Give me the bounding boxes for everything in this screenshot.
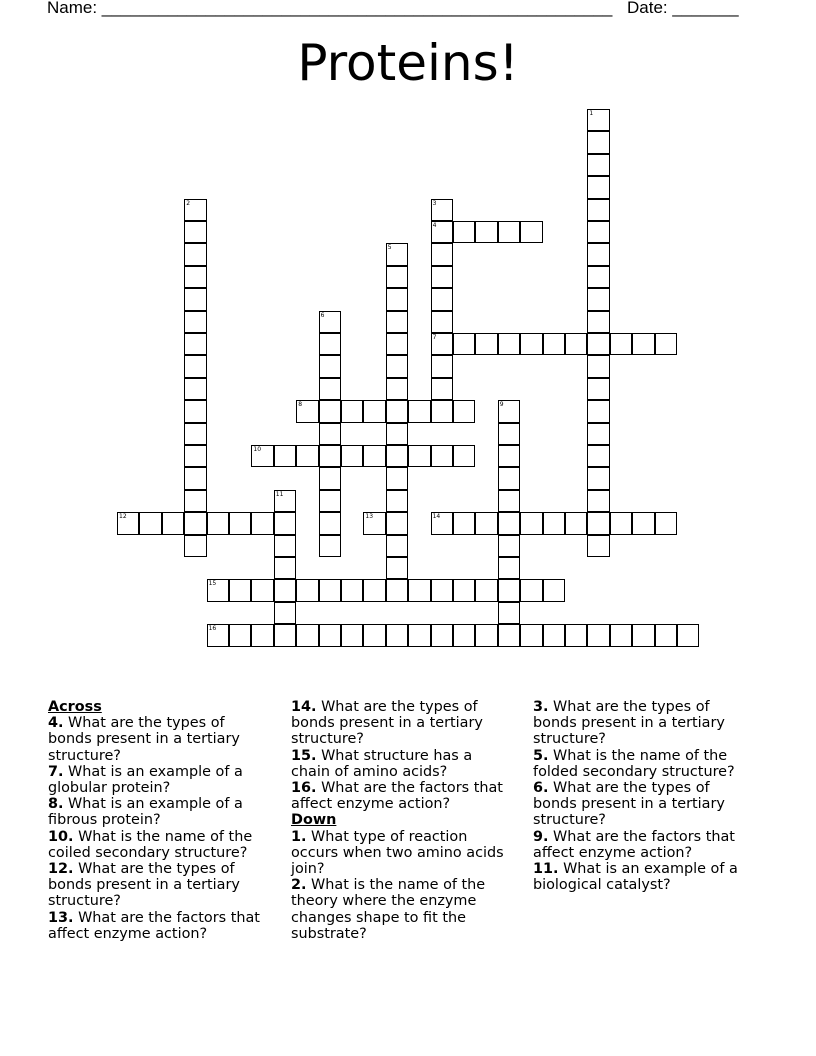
- cell-number: 15: [208, 580, 217, 588]
- crossword-cell[interactable]: [319, 423, 341, 445]
- crossword-cell[interactable]: [319, 467, 341, 489]
- crossword-cell[interactable]: [319, 579, 341, 601]
- crossword-cell[interactable]: [363, 400, 385, 422]
- crossword-cell[interactable]: [587, 266, 609, 288]
- clue-text: What are the factors that affect enzyme action?: [291, 780, 503, 813]
- crossword-cell[interactable]: [408, 624, 430, 646]
- clue-number: 1.: [291, 828, 307, 845]
- crossword-cell[interactable]: [520, 221, 542, 243]
- crossword-cell[interactable]: [251, 445, 273, 467]
- clue-item: [533, 780, 755, 829]
- crossword-cell[interactable]: [655, 333, 677, 355]
- crossword-cell[interactable]: [184, 512, 206, 534]
- crossword-cell[interactable]: [229, 624, 251, 646]
- crossword-cell[interactable]: [341, 400, 363, 422]
- clue-item: [48, 764, 270, 796]
- crossword-cell[interactable]: [386, 311, 408, 333]
- crossword-cell[interactable]: [587, 333, 609, 355]
- cell-number: 13: [365, 513, 374, 521]
- crossword-cell[interactable]: [610, 333, 632, 355]
- crossword-cell[interactable]: [184, 445, 206, 467]
- crossword-cell[interactable]: [319, 400, 341, 422]
- clue-item: [533, 861, 755, 893]
- crossword-cell[interactable]: [431, 311, 453, 333]
- crossword-cell[interactable]: [386, 557, 408, 579]
- crossword-cell[interactable]: [207, 512, 229, 534]
- crossword-cell[interactable]: [498, 624, 520, 646]
- crossword-cell[interactable]: [386, 333, 408, 355]
- crossword-cell[interactable]: [363, 445, 385, 467]
- crossword-cell[interactable]: [274, 624, 296, 646]
- crossword-cell[interactable]: [386, 378, 408, 400]
- crossword-cell[interactable]: [319, 333, 341, 355]
- crossword-cell[interactable]: [386, 400, 408, 422]
- cell-number: 12: [119, 513, 127, 521]
- cell-number: 4: [432, 222, 437, 229]
- crossword-cell[interactable]: [117, 512, 139, 534]
- crossword-cell[interactable]: [453, 579, 475, 601]
- crossword-cell[interactable]: [587, 378, 609, 400]
- crossword-cell[interactable]: [408, 445, 430, 467]
- crossword-cell[interactable]: [431, 579, 453, 601]
- clue-text: What are the types of bonds present in a tertiary structure?: [291, 699, 483, 748]
- crossword-cell[interactable]: [587, 154, 609, 176]
- crossword-cell[interactable]: [587, 624, 609, 646]
- crossword-cell[interactable]: [498, 445, 520, 467]
- crossword-cell[interactable]: [319, 311, 341, 333]
- crossword-cell[interactable]: [319, 490, 341, 512]
- crossword-cell[interactable]: [587, 199, 609, 221]
- crossword-cell[interactable]: [431, 445, 453, 467]
- crossword-cell[interactable]: [587, 243, 609, 265]
- down-clue-list-continued: [533, 699, 755, 893]
- crossword-cell[interactable]: [184, 467, 206, 489]
- crossword-cell[interactable]: [498, 557, 520, 579]
- crossword-cell[interactable]: [319, 355, 341, 377]
- crossword-cell[interactable]: [565, 333, 587, 355]
- crossword-cell[interactable]: [139, 512, 161, 534]
- clue-number: 14.: [291, 699, 317, 715]
- crossword-cell[interactable]: [431, 624, 453, 646]
- crossword-cell[interactable]: [632, 624, 654, 646]
- crossword-cell[interactable]: [184, 333, 206, 355]
- crossword-cell[interactable]: [632, 512, 654, 534]
- crossword-cell[interactable]: [341, 445, 363, 467]
- clue-number: 4.: [48, 715, 64, 732]
- cell-number: 3: [432, 199, 437, 207]
- crossword-cell[interactable]: [319, 378, 341, 400]
- crossword-cell[interactable]: [587, 467, 609, 489]
- cell-number: 6: [320, 311, 325, 319]
- clue-number: 16.: [291, 780, 317, 797]
- name-field-label: Name: ______________________________________________________: [47, 0, 613, 17]
- cell-number: 11: [275, 490, 284, 498]
- crossword-cell[interactable]: [587, 490, 609, 512]
- clue-item: [291, 699, 513, 748]
- clue-item: [533, 829, 755, 861]
- crossword-cell[interactable]: [543, 333, 565, 355]
- crossword-cell[interactable]: [431, 199, 453, 221]
- crossword-cell[interactable]: [184, 535, 206, 557]
- down-heading: Down: [291, 812, 337, 829]
- crossword-cell[interactable]: [386, 423, 408, 445]
- clue-item: [533, 748, 755, 780]
- crossword-cell[interactable]: [453, 400, 475, 422]
- crossword-cell[interactable]: [587, 176, 609, 198]
- clue-text: What type of reaction occurs when two amino acids join?: [291, 828, 504, 878]
- crossword-cell[interactable]: [229, 512, 251, 534]
- crossword-cell[interactable]: [587, 512, 609, 534]
- crossword-cell[interactable]: [587, 109, 609, 131]
- crossword-cell[interactable]: [677, 624, 699, 646]
- clues-column-3: [533, 699, 755, 893]
- crossword-cell[interactable]: [363, 512, 385, 534]
- cell-number: 5: [387, 244, 392, 252]
- crossword-cell[interactable]: [319, 445, 341, 467]
- crossword-cell[interactable]: [498, 535, 520, 557]
- cell-number: 14: [432, 513, 441, 521]
- clue-item: [48, 715, 270, 764]
- clue-number: 5.: [533, 747, 549, 764]
- crossword-cell[interactable]: [184, 221, 206, 243]
- crossword-cell[interactable]: [363, 624, 385, 646]
- crossword-cell[interactable]: [498, 467, 520, 489]
- clue-text: What are the types of bonds present in a tertiary structure?: [48, 715, 240, 764]
- page-title: Proteins!: [297, 34, 519, 92]
- crossword-cell[interactable]: [386, 288, 408, 310]
- clue-text: What is an example of a fibrous protein?: [48, 796, 243, 829]
- crossword-cell[interactable]: [587, 288, 609, 310]
- clue-item: [291, 780, 513, 812]
- cell-number: 16: [208, 625, 217, 633]
- date-field-label: Date: _______: [627, 0, 739, 17]
- crossword-cell[interactable]: [274, 602, 296, 624]
- crossword-cell[interactable]: [386, 355, 408, 377]
- crossword-cell[interactable]: [408, 579, 430, 601]
- crossword-cell[interactable]: [184, 423, 206, 445]
- crossword-cell[interactable]: [587, 445, 609, 467]
- clue-text: What are the types of bonds present in a tertiary structure?: [533, 699, 725, 748]
- crossword-cell[interactable]: [543, 512, 565, 534]
- crossword-cell[interactable]: [184, 378, 206, 400]
- crossword-cell[interactable]: [184, 288, 206, 310]
- crossword-cell[interactable]: [453, 512, 475, 534]
- clue-number: 6.: [533, 780, 549, 797]
- crossword-cell[interactable]: [251, 579, 273, 601]
- clue-text: What are the factors that affect enzyme action?: [533, 828, 735, 861]
- crossword-cell[interactable]: [319, 512, 341, 534]
- crossword-cell[interactable]: [274, 490, 296, 512]
- crossword-cell[interactable]: [655, 512, 677, 534]
- clue-number: 2.: [291, 877, 307, 894]
- crossword-cell[interactable]: [431, 288, 453, 310]
- crossword-cell[interactable]: [453, 333, 475, 355]
- clue-item: [48, 829, 270, 861]
- crossword-cell[interactable]: [543, 624, 565, 646]
- clue-number: 7.: [48, 763, 64, 780]
- crossword-cell[interactable]: [184, 400, 206, 422]
- crossword-cell[interactable]: [207, 624, 229, 646]
- crossword-cell[interactable]: [565, 624, 587, 646]
- clue-number: 3.: [533, 699, 549, 715]
- clue-text: What are the types of bonds present in a tertiary structure?: [533, 780, 725, 829]
- clue-number: 11.: [533, 861, 559, 878]
- crossword-cell[interactable]: [408, 400, 430, 422]
- crossword-cell[interactable]: [431, 243, 453, 265]
- crossword-cell[interactable]: [386, 467, 408, 489]
- clue-item: [291, 748, 513, 780]
- crossword-cell[interactable]: [431, 266, 453, 288]
- crossword-cell[interactable]: [498, 221, 520, 243]
- crossword-cell[interactable]: [431, 378, 453, 400]
- crossword-cell[interactable]: [184, 311, 206, 333]
- crossword-cell[interactable]: [274, 512, 296, 534]
- crossword-cell[interactable]: [520, 579, 542, 601]
- clue-text: What are the factors that affect enzyme action?: [48, 909, 260, 942]
- clue-text: What structure has a chain of amino acids?: [291, 747, 473, 780]
- crossword-cell[interactable]: [498, 423, 520, 445]
- crossword-cell[interactable]: [610, 512, 632, 534]
- crossword-cell[interactable]: [184, 243, 206, 265]
- crossword-cell[interactable]: [363, 579, 385, 601]
- crossword-cell[interactable]: [431, 400, 453, 422]
- crossword-cell[interactable]: [498, 512, 520, 534]
- cell-number: 7: [432, 334, 437, 341]
- crossword-cell[interactable]: [520, 333, 542, 355]
- crossword-cell[interactable]: [296, 579, 318, 601]
- clue-item: [48, 910, 270, 942]
- crossword-cell[interactable]: [587, 355, 609, 377]
- crossword-cell[interactable]: [319, 535, 341, 557]
- crossword-cell[interactable]: [587, 400, 609, 422]
- crossword-cell[interactable]: [274, 579, 296, 601]
- crossword-cell[interactable]: [162, 512, 184, 534]
- across-clue-list-continued: [291, 699, 513, 812]
- crossword-cell[interactable]: [655, 624, 677, 646]
- cell-number: 9: [499, 401, 504, 409]
- crossword-cell[interactable]: [431, 221, 453, 243]
- cell-number: 8: [298, 401, 303, 409]
- crossword-cell[interactable]: [386, 266, 408, 288]
- clue-item: [291, 829, 513, 878]
- clue-text: What are the types of bonds present in a tertiary structure?: [48, 861, 240, 910]
- down-clue-list: [291, 829, 513, 942]
- clue-item: [48, 861, 270, 910]
- crossword-cell[interactable]: [498, 602, 520, 624]
- crossword-cell[interactable]: [251, 624, 273, 646]
- crossword-cell[interactable]: [520, 512, 542, 534]
- clue-item: [48, 796, 270, 828]
- clues-column-1: [48, 699, 270, 942]
- crossword-cell[interactable]: [274, 557, 296, 579]
- clue-number: 12.: [48, 861, 74, 878]
- clues-column-2: [291, 699, 513, 942]
- crossword-cell[interactable]: [296, 445, 318, 467]
- across-heading: Across: [48, 699, 102, 715]
- clue-text: What is an example of a globular protein?: [48, 763, 243, 797]
- crossword-cell[interactable]: [386, 243, 408, 265]
- crossword-cell[interactable]: [319, 624, 341, 646]
- crossword-cell[interactable]: [565, 512, 587, 534]
- crossword-cell[interactable]: [453, 624, 475, 646]
- crossword-cell[interactable]: [386, 624, 408, 646]
- crossword-cell[interactable]: [498, 400, 520, 422]
- crossword-cell[interactable]: [453, 445, 475, 467]
- clue-number: 13.: [48, 909, 74, 926]
- crossword-cell[interactable]: [475, 512, 497, 534]
- clue-number: 15.: [291, 747, 317, 764]
- crossword-cell[interactable]: [341, 624, 363, 646]
- crossword-cell[interactable]: [453, 221, 475, 243]
- crossword-cell[interactable]: [386, 535, 408, 557]
- crossword-cell[interactable]: [543, 579, 565, 601]
- crossword-cell[interactable]: [587, 423, 609, 445]
- crossword-cell[interactable]: [184, 490, 206, 512]
- clue-text: What is the name of the coiled secondary structure?: [48, 828, 253, 861]
- crossword-cell[interactable]: [475, 333, 497, 355]
- crossword-cell[interactable]: [274, 445, 296, 467]
- crossword-cell[interactable]: [587, 131, 609, 153]
- crossword-cell[interactable]: [296, 624, 318, 646]
- cell-number: 2: [186, 199, 191, 207]
- cell-number: 1: [589, 110, 594, 117]
- crossword-cell[interactable]: [498, 579, 520, 601]
- crossword-cell[interactable]: [632, 333, 654, 355]
- crossword-cell[interactable]: [475, 221, 497, 243]
- crossword-cell[interactable]: [386, 579, 408, 601]
- crossword-cell[interactable]: [431, 333, 453, 355]
- clue-item: [291, 877, 513, 942]
- crossword-cell[interactable]: [587, 311, 609, 333]
- crossword-cell[interactable]: [341, 579, 363, 601]
- clue-number: 10.: [48, 828, 74, 845]
- clue-item: [533, 699, 755, 748]
- crossword-cell[interactable]: [475, 579, 497, 601]
- crossword-cell[interactable]: [184, 266, 206, 288]
- crossword-cell[interactable]: [386, 445, 408, 467]
- clue-text: What is an example of a biological catalyst?: [533, 861, 738, 894]
- crossword-cell[interactable]: [274, 535, 296, 557]
- cell-number: 10: [253, 446, 262, 453]
- crossword-cell[interactable]: [431, 512, 453, 534]
- crossword-cell[interactable]: [520, 624, 542, 646]
- crossword-cell[interactable]: [587, 535, 609, 557]
- clue-number: 8.: [48, 796, 64, 813]
- crossword-cell[interactable]: [386, 490, 408, 512]
- clue-number: 9.: [533, 828, 549, 845]
- clue-text: What is the name of the folded secondary structure?: [533, 747, 735, 780]
- across-clue-list: [48, 715, 270, 942]
- crossword-cell[interactable]: [587, 221, 609, 243]
- crossword-cell[interactable]: [184, 199, 206, 221]
- crossword-cell[interactable]: [296, 400, 318, 422]
- crossword-cell[interactable]: [386, 512, 408, 534]
- crossword-cell[interactable]: [184, 355, 206, 377]
- crossword-cell[interactable]: [431, 355, 453, 377]
- crossword-cell[interactable]: [229, 579, 251, 601]
- clue-text: What is the name of the theory where the enzyme changes shape to fit the substrate?: [291, 877, 486, 942]
- crossword-cell[interactable]: [498, 490, 520, 512]
- crossword-cell[interactable]: [498, 333, 520, 355]
- crossword-cell[interactable]: [251, 512, 273, 534]
- crossword-cell[interactable]: [475, 624, 497, 646]
- crossword-cell[interactable]: [610, 624, 632, 646]
- crossword-cell[interactable]: [207, 579, 229, 601]
